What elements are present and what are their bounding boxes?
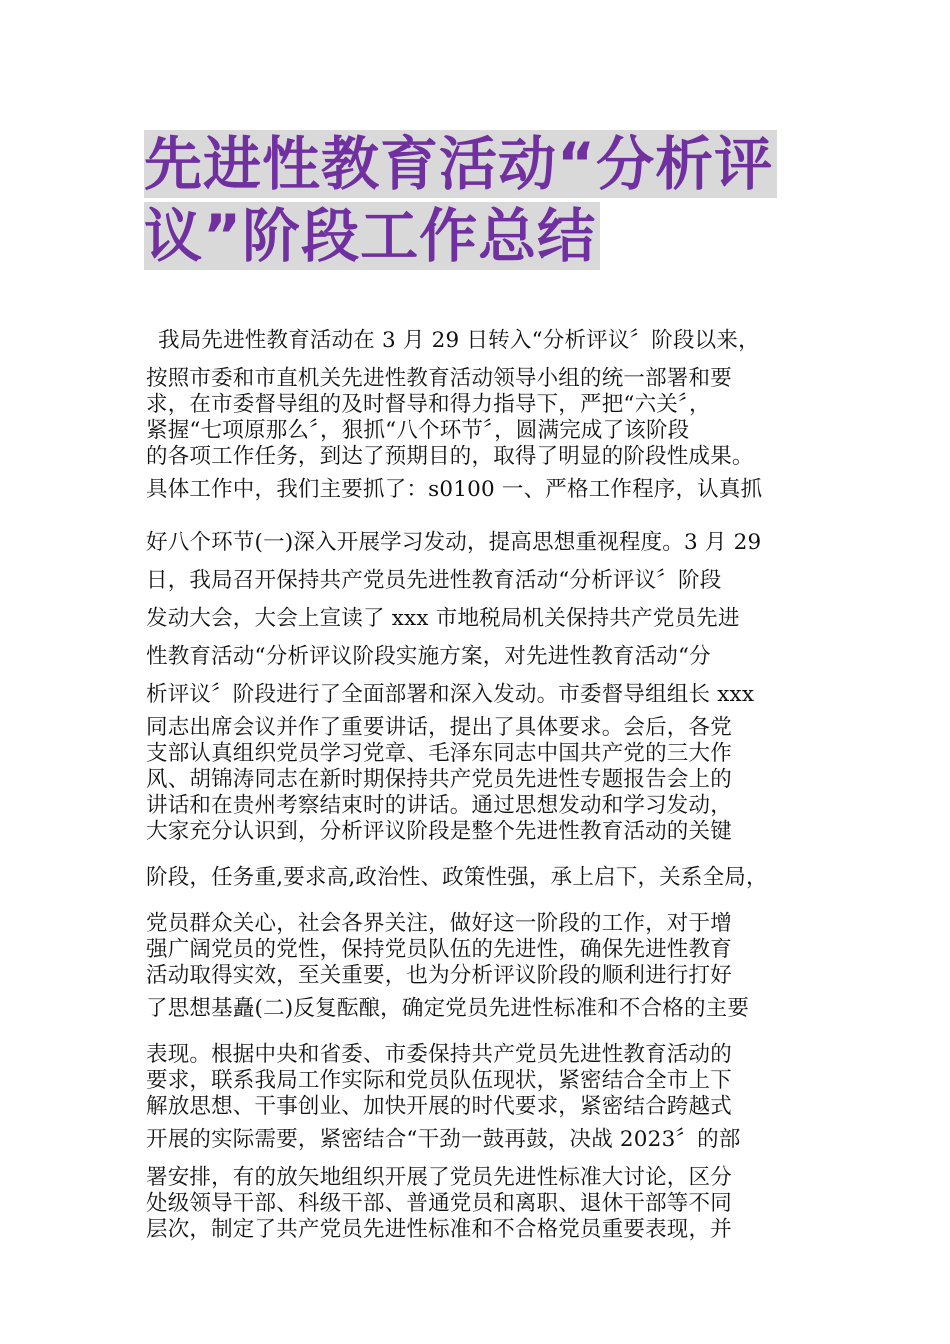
body-line: 层次，制定了共产党员先进性标准和不合格党员重要表现，并	[146, 1217, 732, 1242]
body-line: 党员群众关心，社会各界关注，做好这一阶段的工作，对于增	[146, 911, 732, 936]
body-line: 发动大会，大会上宣读了 xxx 市地税局机关保持共产党员先进	[146, 606, 740, 631]
body-line: 性教育活动“分析评议阶段实施方案，对先进性教育活动“分	[146, 644, 711, 669]
body-line: 署安排，有的放矢地组织开展了党员先进性标准大讨论，区分	[146, 1165, 732, 1190]
body-line: 处级领导干部、科级干部、普通党员和离职、退休干部等不同	[146, 1191, 732, 1216]
body-line: 好八个环节(一)深入开展学习发动，提高思想重视程度。3 月 29	[146, 530, 762, 555]
body-line: 析评议〞阶段进行了全面部署和深入发动。市委督导组组长 xxx	[146, 682, 755, 707]
document-body	[146, 328, 826, 1243]
body-line: 紧握“七项原那么〞，狠抓“八个环节〞，圆满完成了该阶段	[146, 418, 690, 443]
body-line: 强广阔党员的党性，保持党员队伍的先进性，确保先进性教育	[146, 937, 732, 962]
body-line: 具体工作中，我们主要抓了：s0100 一、严格工作程序，认真抓	[146, 477, 763, 502]
body-line: 我局先进性教育活动在 3 月 29 日转入“分析评议〞阶段以来，	[158, 328, 760, 353]
body-line: 讲话和在贵州考察结束时的讲话。通过思想发动和学习发动，	[146, 793, 732, 818]
body-line: 了思想基矗(二)反复酝酿，确定党员先进性标准和不合格的主要	[146, 996, 750, 1021]
body-line: 活动取得实效，至关重要，也为分析评议阶段的顺利进行打好	[146, 963, 732, 988]
body-line: 风、胡锦涛同志在新时期保持共产党员先进性专题报告会上的	[146, 767, 732, 792]
body-line: 同志出席会议并作了重要讲话，提出了具体要求。会后，各党	[146, 715, 732, 740]
body-line: 要求，联系我局工作实际和党员队伍现状，紧密结合全市上下	[146, 1068, 732, 1093]
body-line: 的各项工作任务，到达了预期目的，取得了明显的阶段性成果。	[146, 444, 754, 469]
body-line: 表现。根据中央和省委、市委保持共产党员先进性教育活动的	[146, 1042, 732, 1067]
body-line: 按照市委和市直机关先进性教育活动领导小组的统一部署和要	[146, 366, 732, 391]
document-title	[144, 128, 814, 272]
body-line: 解放思想、干事创业、加快开展的时代要求，紧密结合跨越式	[146, 1094, 732, 1119]
title-line-1: 先进性教育活动“分析评	[144, 130, 777, 198]
body-line: 阶段，任务重,要求高,政治性、政策性强，承上启下，关系全局，	[146, 865, 768, 890]
body-line: 支部认真组织党员学习党章、毛泽东同志中国共产党的三大作	[146, 741, 732, 766]
title-line-2: 议”阶段工作总结	[144, 202, 600, 270]
body-line: 开展的实际需要，紧密结合“干劲一鼓再鼓，决战 2023〞的部	[146, 1127, 741, 1152]
body-line: 求，在市委督导组的及时督导和得力指导下，严把“六关〞，	[146, 392, 711, 417]
body-line: 大家充分认识到，分析评议阶段是整个先进性教育活动的关键	[146, 819, 732, 844]
body-line: 日，我局召开保持共产党员先进性教育活动“分析评议〞阶段	[146, 568, 722, 593]
